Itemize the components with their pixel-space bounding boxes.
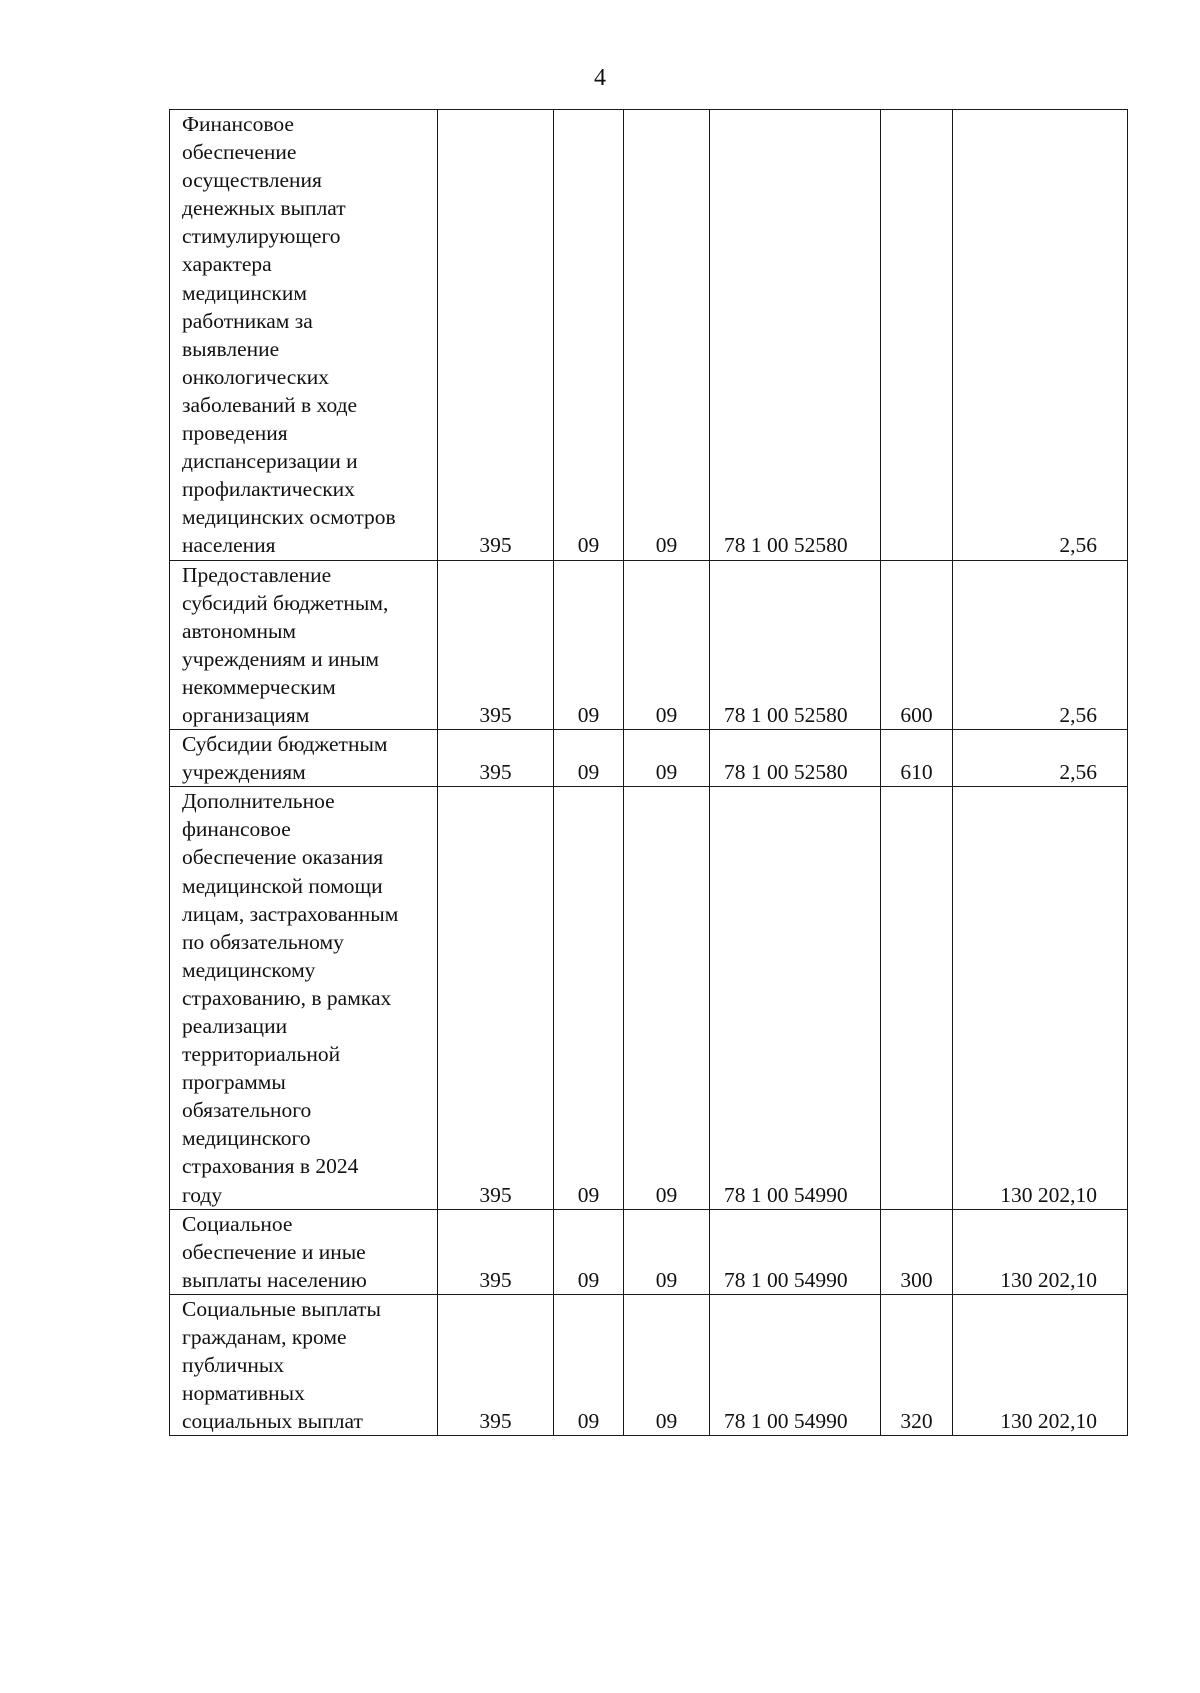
row-ved: 395 <box>438 1294 554 1435</box>
page-number: 4 <box>594 65 606 91</box>
row-ved: 395 <box>438 730 554 787</box>
table-row <box>170 730 1128 787</box>
row-rz: 09 <box>554 787 624 1209</box>
row-csr: 78 1 00 54990 <box>710 1209 881 1294</box>
row-name: Дополнительное финансовое обеспечение оказания медицинской помощи лицам, застрахованным по обязательному медицинскому страхованию, в рамках реализации территориальной программы обязательного медицинского страхования в 2024 году <box>170 787 438 1209</box>
row-csr: 78 1 00 52580 <box>710 110 881 561</box>
budget-table <box>169 109 1128 1436</box>
row-ved: 395 <box>438 1209 554 1294</box>
row-sum: 2,56 <box>953 110 1128 561</box>
row-pr: 09 <box>624 560 710 730</box>
row-pr: 09 <box>624 1209 710 1294</box>
row-vr: 320 <box>881 1294 953 1435</box>
row-sum: 130 202,10 <box>953 1294 1128 1435</box>
row-pr: 09 <box>624 110 710 561</box>
table-row <box>170 1294 1128 1435</box>
row-ved: 395 <box>438 110 554 561</box>
row-rz: 09 <box>554 560 624 730</box>
table-row <box>170 110 1128 561</box>
row-vr: 610 <box>881 730 953 787</box>
row-rz: 09 <box>554 110 624 561</box>
row-sum: 2,56 <box>953 560 1128 730</box>
row-vr: 600 <box>881 560 953 730</box>
row-csr: 78 1 00 52580 <box>710 730 881 787</box>
row-sum: 2,56 <box>953 730 1128 787</box>
row-rz: 09 <box>554 1209 624 1294</box>
row-sum: 130 202,10 <box>953 787 1128 1209</box>
row-name: Субсидии бюджетным учреждениям <box>170 730 438 787</box>
row-csr: 78 1 00 52580 <box>710 560 881 730</box>
row-name: Социальные выплаты гражданам, кроме публичных нормативных социальных выплат <box>170 1294 438 1435</box>
row-name: Социальное обеспечение и иные выплаты населению <box>170 1209 438 1294</box>
row-name: Финансовое обеспечение осуществления денежных выплат стимулирующего характера медицинским работникам за выявление онкологических заболеваний в ходе проведения диспансеризации и профилактических медицинских осмотров населения <box>170 110 438 561</box>
row-csr: 78 1 00 54990 <box>710 787 881 1209</box>
row-pr: 09 <box>624 730 710 787</box>
row-vr <box>881 787 953 1209</box>
row-vr: 300 <box>881 1209 953 1294</box>
table-row <box>170 1209 1128 1294</box>
row-csr: 78 1 00 54990 <box>710 1294 881 1435</box>
row-ved: 395 <box>438 787 554 1209</box>
table-row <box>170 560 1128 730</box>
row-ved: 395 <box>438 560 554 730</box>
row-vr <box>881 110 953 561</box>
row-rz: 09 <box>554 1294 624 1435</box>
row-name: Предоставление субсидий бюджетным, автономным учреждениям и иным некоммерческим организациям <box>170 560 438 730</box>
row-sum: 130 202,10 <box>953 1209 1128 1294</box>
table-row <box>170 787 1128 1209</box>
row-pr: 09 <box>624 1294 710 1435</box>
row-pr: 09 <box>624 787 710 1209</box>
row-rz: 09 <box>554 730 624 787</box>
